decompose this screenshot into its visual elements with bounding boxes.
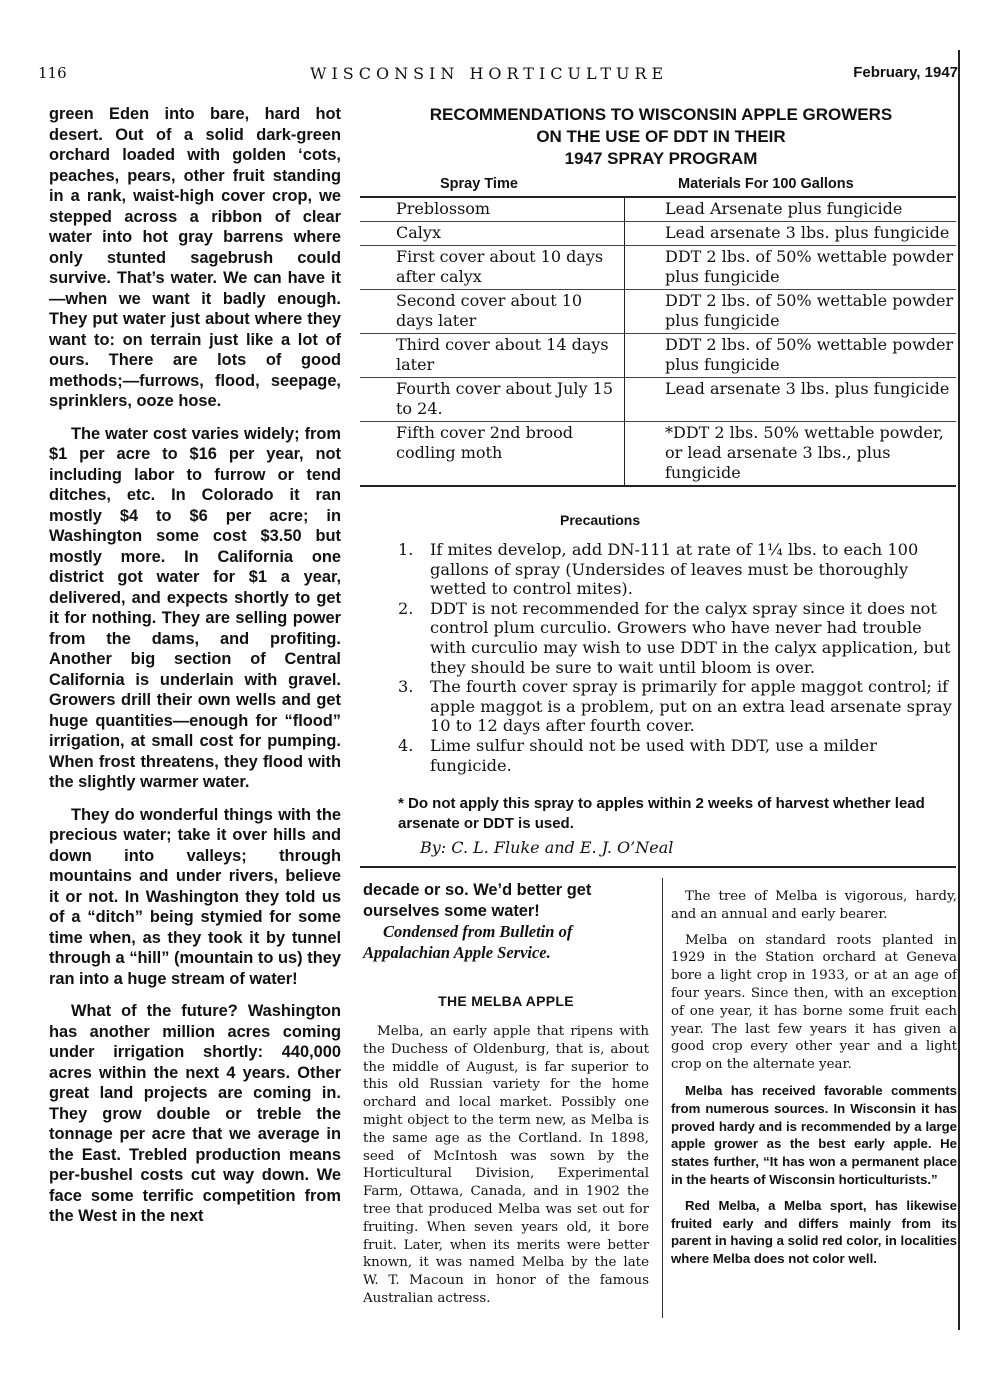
materials-cell: *DDT 2 lbs. 50% wettable powder, or lead arsenate 3 lbs., plus fungicide <box>665 423 944 482</box>
title-line: ON THE USE OF DDT IN THEIR <box>536 127 786 146</box>
spray-time-cell: Fourth cover about July 15 to 24. <box>360 378 625 421</box>
article-paragraph: The tree of Melba is vigorous, hardy, and an annual and early bearer. <box>671 889 957 922</box>
article-paragraph: What of the future? Washington has another million acres coming under irrigation shortly: 440,000 acres within the next 4 years. Other great land projects are coming in. They grow double or treble the tonnage per acre that we average in the East. Trebled production means per-bushel costs cut way down. We face some terrific competition from the West in the next <box>49 1002 341 1225</box>
section-divider <box>360 866 956 868</box>
melba-apple-heading: THE MELBA APPLE <box>438 993 574 1009</box>
column-header-spray-time: Spray Time <box>440 176 518 192</box>
item-number: 2. <box>398 598 414 618</box>
article-paragraph: green Eden into bare, hard hot desert. Out of a solid dark-green orchard loaded with golden ‘cots, peaches, pears, other fruit standing in a rank, waist-high cover crop, we stepped across a ribbon of clear water into hot gray barrens where only stunted sagebrush could survive. That’s water. We can have it—when we want it badly enough. They put water just about where they want to: on terrain just like a lot of ours. There are lots of good methods;—furrows, flood, seepage, sprinklers, ooze hose. <box>49 105 341 410</box>
item-text: If mites develop, add DN-111 at rate of 1¼ lbs. to each 100 gallons of spray (Undersides of leaves must be thoroughly wetted to control mites). <box>430 540 919 599</box>
article-paragraph: Red Melba, a Melba sport, has likewise fruited early and differs mainly from its parent in having a solid red color, in localities where Melba does not color well. <box>671 1197 957 1267</box>
precautions-heading: Precautions <box>560 512 641 528</box>
materials-cell: DDT 2 lbs. of 50% wettable powder plus fungicide <box>665 247 954 286</box>
spray-time-cell: Fifth cover 2nd brood codling moth <box>360 422 625 485</box>
list-item <box>398 599 953 677</box>
middle-column <box>363 880 649 1308</box>
column-divider <box>662 878 663 1318</box>
table-row <box>360 246 956 290</box>
item-text: Lime sulfur should not be used with DDT, use a milder fungicide. <box>430 735 877 775</box>
issue-date: February, 1947 <box>853 64 958 81</box>
item-number: 3. <box>398 677 414 697</box>
recommendations-title <box>366 104 956 170</box>
precautions-list <box>398 540 953 775</box>
author-byline: By: C. L. Fluke and E. J. O’Neal <box>420 838 674 857</box>
article-paragraph: They do wonderful things with the precious water; take it over hills and down into valleys; through mountains and under rivers, believe it or not. In Washington they told us of a “ditch” being stymied for some time when, as they took it by tunnel through a “hill” (mountain to us) they ran into a huge stream of water! <box>49 805 341 988</box>
materials-cell: DDT 2 lbs. of 50% wettable powder plus fungicide <box>665 291 954 330</box>
list-item <box>398 677 953 736</box>
item-text: DDT is not recommended for the calyx spray since it does not control plum curculio. Growers who have never had trouble with curculio may wish to use DDT in the calyx application, but they should be sure to wait until bloom is over. <box>430 598 951 677</box>
materials-cell: Lead Arsenate plus fungicide <box>665 199 903 218</box>
spray-time-cell: First cover about 10 days after calyx <box>360 246 625 289</box>
spray-time-cell: Second cover about 10 days later <box>360 290 625 333</box>
title-line: RECOMMENDATIONS TO WISCONSIN APPLE GROWERS <box>429 105 893 124</box>
materials-cell: Lead arsenate 3 lbs. plus fungicide <box>665 223 950 242</box>
spray-time-cell: Preblossom <box>360 198 625 221</box>
item-number: 1. <box>398 540 414 559</box>
page-header <box>38 64 958 86</box>
materials-cell: DDT 2 lbs. of 50% wettable powder plus fungicide <box>665 335 954 374</box>
table-row <box>360 222 956 246</box>
title-line: 1947 SPRAY PROGRAM <box>564 149 758 168</box>
table-row <box>360 198 956 222</box>
item-number: 4. <box>398 735 414 755</box>
harvest-warning-note: * Do not apply this spray to apples within 2 weeks of harvest whether lead arsenate or DDT is used. <box>398 795 925 832</box>
list-item <box>398 736 953 775</box>
article-paragraph: Melba on standard roots planted in 1929 in the Station orchard at Geneva bore a light crop in 1933, or at an age of four years. Since then, with an exception of one year, it has borne some fruit each year. The last few years it has given a good crop every other year and a light crop on the alternate year. <box>671 932 957 1073</box>
spray-time-cell: Third cover about 14 days later <box>360 334 625 377</box>
source-credit: Condensed from Bulletin of Appalachian Apple Service. <box>363 922 573 962</box>
spray-schedule-table <box>360 174 956 487</box>
publication-title: WISCONSIN HORTICULTURE <box>310 64 669 83</box>
table-header <box>360 174 956 198</box>
table-row <box>360 290 956 334</box>
article-paragraph: Melba, an early apple that ripens with the Duchess of Oldenburg, that is, about the middle of August, is far superior to this old Russian variety for the home orchard and local market. Possibly one might object to the term new, as Melba is the same age as the Cortland. In 1898, seed of McIntosh was sown by the Horticultural Division, Experimental Farm, Ottawa, Canada, and in 1902 the tree that produced Melba was set out for fruiting. When seven years old, it bore fruit. Later, when its merits were better known, it was named Melba by the late W. T. Macoun in honor of the famous Australian actress. <box>363 1024 649 1306</box>
page-number: 116 <box>38 64 67 82</box>
item-text: The fourth cover spray is primarily for apple maggot control; if apple maggot is a problem, put on an extra lead arsenate spray 10 to 12 days after fourth cover. <box>430 677 952 736</box>
spray-time-cell: Calyx <box>360 222 625 245</box>
left-column-article <box>49 104 341 1239</box>
article-paragraph: Melba has received favorable comments from numerous sources. In Wisconsin it has proved hardy and is recommended by a large apple grower as the best early apple. He states further, “It has won a permanent place in the hearts of Wisconsin horticulturists.” <box>671 1082 957 1187</box>
article-paragraph: The water cost varies widely; from $1 per acre to $16 per year, not including labor to furrow or tend ditches, etc. In Colorado it ran mostly $4 to $6 per acre; in Washington some cost $3.50 but mostly more. In California one district got water for $1 a year, delivered, and expects shortly to get it for nothing. They are selling power from the dams, and profiting. Another big section of Central California is underlain with gravel. Growers drill their own wells and get huge quantities—enough for “flood” irrigation, at small cost for pumping. When frost threatens, they flood with the slightly warmer water. <box>49 424 341 791</box>
list-item <box>398 540 953 599</box>
materials-cell: Lead arsenate 3 lbs. plus fungicide <box>665 379 950 398</box>
article-continuation: decade or so. We’d better get ourselves some water! <box>363 881 592 920</box>
table-row <box>360 378 956 422</box>
table-row <box>360 422 956 487</box>
right-column <box>671 888 957 1276</box>
page-edge-rule <box>958 50 960 1330</box>
table-row <box>360 334 956 378</box>
column-header-materials: Materials For 100 Gallons <box>678 176 854 192</box>
